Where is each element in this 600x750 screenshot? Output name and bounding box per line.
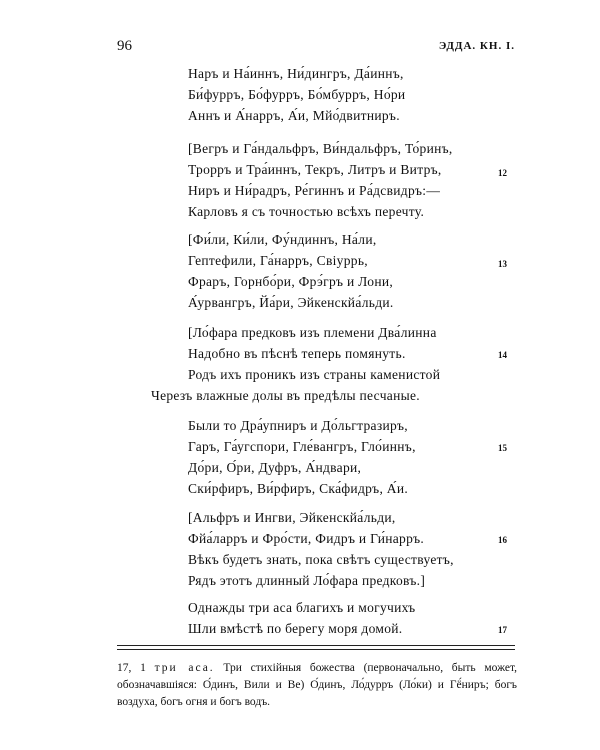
verse-number: 16 bbox=[498, 535, 507, 545]
verse-line: Однажды три аса благихъ и могучихъ bbox=[188, 600, 416, 615]
verse-number: 13 bbox=[498, 259, 507, 269]
verse-line: Трорръ и Тра́иннъ, Текръ, Литръ и Витръ, bbox=[188, 162, 442, 177]
verse-number: 14 bbox=[498, 350, 507, 360]
footnote-text: Три стихійныя божества (первоначально, быть может, обозначавшіяся: О́динъ, Вили и Ве) О́динъ, Ло́дурръ (Ло́ки) и Гё́ниръ; богъ воздуха, богъ огня и богъ водъ. bbox=[117, 662, 518, 708]
verse-line: Ниръ и Ни́радръ, Ре́гиннъ и Ра́дсвидръ:— bbox=[188, 183, 441, 198]
verse-line: Аннъ и А́нарръ, А́и, Мйо́двитниръ. bbox=[188, 108, 400, 123]
verse-line: [Альфръ и Ингви, Эйкенскйа́льди, bbox=[188, 510, 396, 525]
verse-line: Карловъ я съ точностью всѣхъ перечту. bbox=[188, 204, 425, 219]
verse-line: Би́фурръ, Бо́фурръ, Бо́мбурръ, Но́ри bbox=[188, 87, 406, 102]
page-number: 96 bbox=[117, 38, 132, 54]
verse-line: Ски́рфиръ, Ви́рфиръ, Ска́фидръ, А́и. bbox=[188, 481, 409, 496]
footnote-ref: 17, 1 bbox=[117, 662, 146, 674]
footnote-rule bbox=[117, 645, 515, 646]
verse-line: Родъ ихъ проникъ изъ страны каменистой bbox=[188, 367, 441, 382]
verse-line: Фраръ, Горнбо́ри, Фрэ́гръ и Лони, bbox=[188, 274, 394, 289]
verse-line: Черезъ влажные долы въ предѣлы песчаные. bbox=[151, 388, 420, 403]
verse-number: 12 bbox=[498, 168, 507, 178]
verse-line: Гаръ, Га́угспори, Гле́вангръ, Гло́иннъ, bbox=[188, 439, 416, 454]
footnote-rule bbox=[117, 649, 515, 650]
footnote bbox=[117, 660, 517, 711]
verse-line: Гептефили, Га́нарръ, Свіуррь, bbox=[188, 253, 368, 268]
verse-line: Фйа́ларръ и Фро́сти, Фидръ и Ги́нарръ. bbox=[188, 531, 425, 546]
verse-line: До́ри, О́ри, Дуфръ, А́ндвари, bbox=[188, 460, 362, 475]
verse-line: Надобно въ пѣснѣ теперь помянуть. bbox=[188, 346, 406, 361]
verse-line: Вѣкъ будетъ знать, пока свѣтъ существуетъ, bbox=[188, 552, 454, 567]
running-head: ЭДДА. КН. I. bbox=[438, 40, 515, 52]
verse-line: [Вегръ и Га́ндальфръ, Ви́ндальфръ, То́ринъ, bbox=[188, 141, 453, 156]
verse-line: А́урвангръ, Йа́ри, Эйкенскйа́льди. bbox=[188, 295, 394, 310]
verse-number: 15 bbox=[498, 443, 507, 453]
verse-line: Наръ и На́иннъ, Ни́дингръ, Да́иннъ, bbox=[188, 66, 404, 81]
verse-number: 17 bbox=[498, 625, 507, 635]
footnote-term: три аса. bbox=[154, 662, 215, 674]
verse-line: Шли вмѣстѣ по берегу моря домой. bbox=[188, 621, 403, 636]
verse-line: Рядъ этотъ длинный Ло́фара предковъ.] bbox=[188, 573, 426, 588]
verse-line: [Ло́фара предковъ изъ племени Два́линна bbox=[188, 325, 437, 340]
verse-line: Были то Дра́упниръ и До́льгтразиръ, bbox=[188, 418, 408, 433]
verse-line: [Фи́ли, Ки́ли, Фу́ндиннъ, На́ли, bbox=[188, 232, 377, 247]
